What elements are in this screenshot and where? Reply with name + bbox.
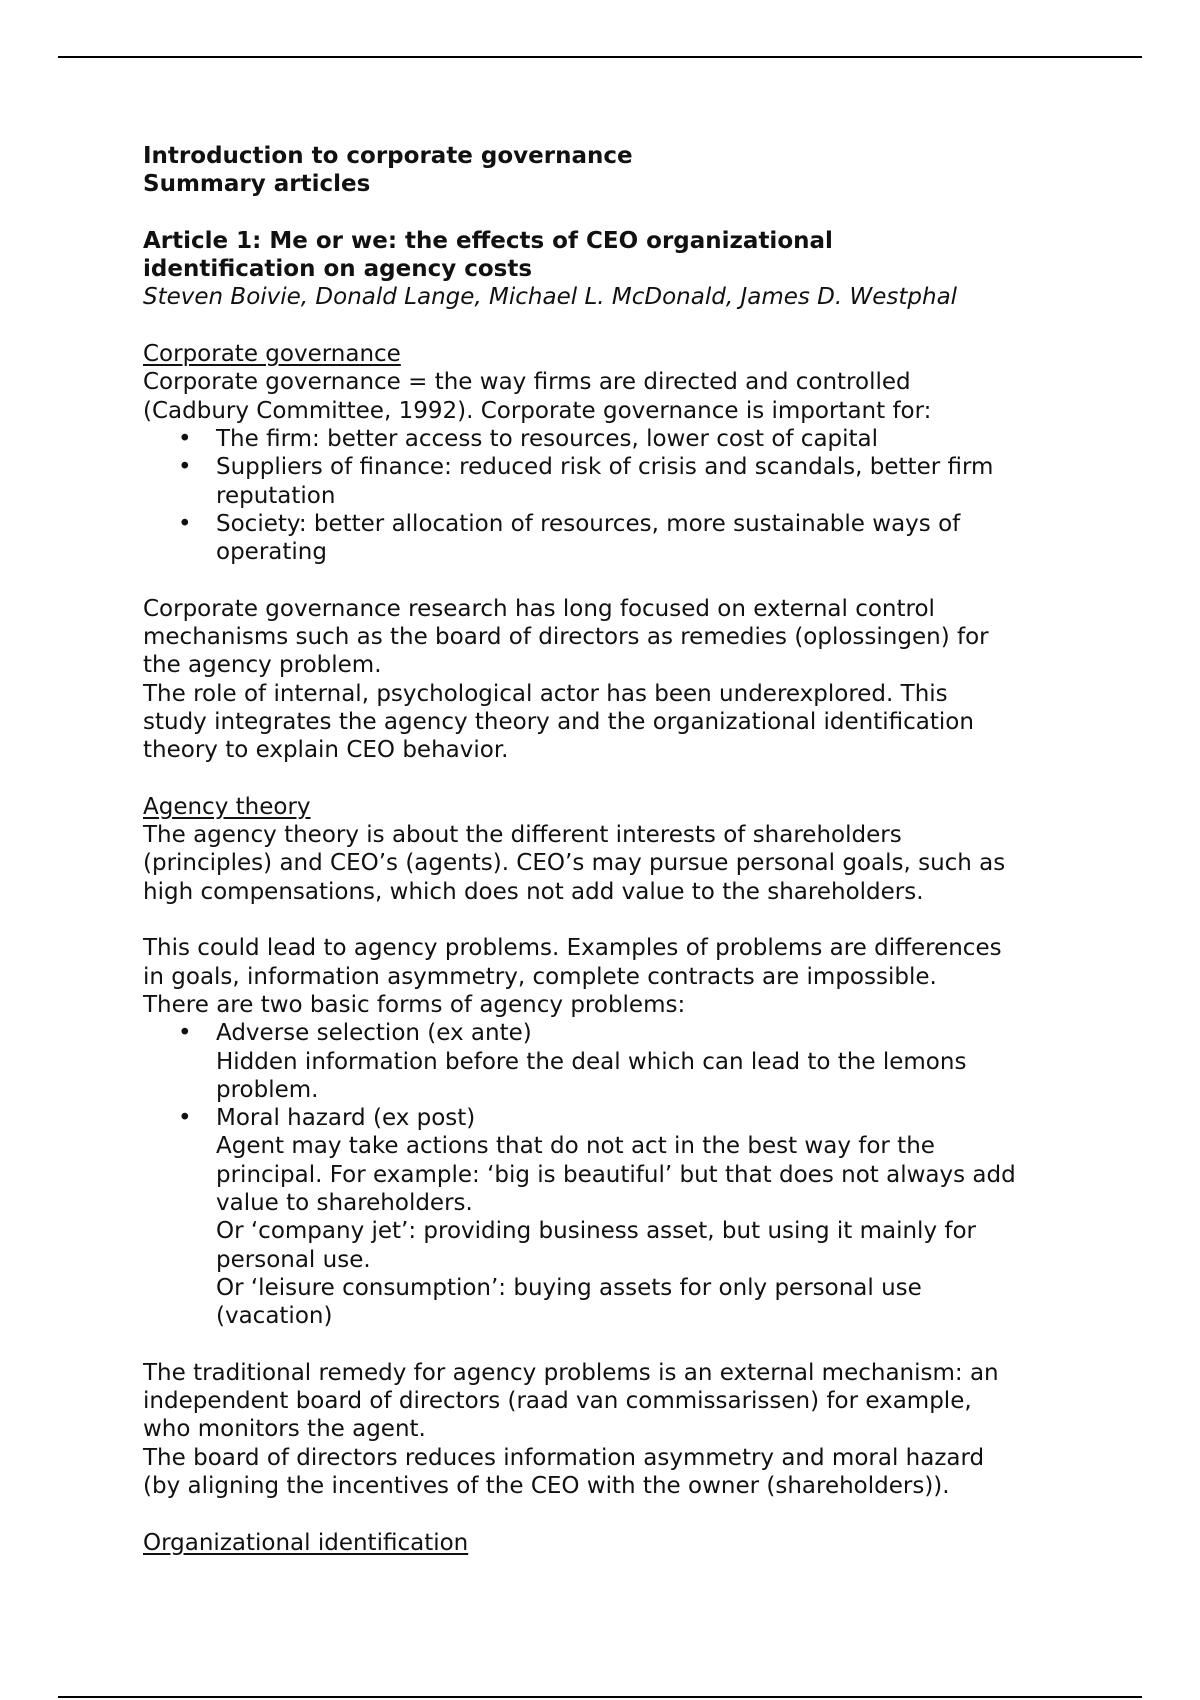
section-heading-agency-theory: Agency theory: [143, 793, 311, 820]
paragraph-line: Corporate governance = the way firms are directed and controlled: [143, 369, 911, 396]
paragraph-line: The traditional remedy for agency problems is an external mechanism: an: [143, 1359, 999, 1386]
paragraph-line: Corporate governance research has long focused on external control: [143, 595, 935, 622]
article-title-line: identification on agency costs: [143, 256, 533, 283]
list-item-text: value to shareholders.: [216, 1189, 473, 1216]
bullet-icon: •: [178, 1020, 192, 1047]
list-item-text: The firm: better access to resources, lower cost of capital: [216, 425, 879, 452]
article-authors: Steven Boivie, Donald Lange, Michael L. McDonald, James D. Westphal: [143, 284, 958, 311]
spacer: [143, 1330, 1083, 1358]
bullet-icon: •: [178, 425, 192, 452]
paragraph-line: There are two basic forms of agency problems:: [143, 991, 686, 1018]
paragraph-line: in goals, information asymmetry, complete contracts are impossible.: [143, 963, 937, 990]
list-item-text: Suppliers of finance: reduced risk of crisis and scandals, better firm: [216, 454, 994, 481]
article-title: [143, 227, 1083, 284]
spacer: [143, 312, 1083, 340]
header-rule: [58, 56, 1142, 58]
article-title-line: Article 1: Me or we: the effects of CEO organizational: [143, 227, 833, 254]
list-item-text: Agent may take actions that do not act in the best way for the: [216, 1133, 935, 1160]
paragraph-line: (by aligning the incentives of the CEO with the owner (shareholders)).: [143, 1472, 950, 1499]
paragraph-line: the agency problem.: [143, 652, 382, 679]
paragraph-line: (Cadbury Committee, 1992). Corporate governance is important for:: [143, 397, 932, 424]
document-title: [143, 142, 1083, 199]
bullet-list: [143, 425, 1083, 566]
paragraph-line: who monitors the agent.: [143, 1416, 426, 1443]
list-item-text: Society: better allocation of resources, more sustainable ways of: [216, 510, 961, 537]
paragraph-line: The agency theory is about the different interests of shareholders: [143, 822, 902, 849]
list-item-text: Or ‘company jet’: providing business asset, but using it mainly for: [216, 1218, 976, 1245]
subtitle-line: Summary articles: [143, 171, 371, 198]
list-item: [143, 425, 1083, 453]
section-heading-organizational-identification: Organizational identification: [143, 1529, 469, 1556]
spacer: [143, 1500, 1083, 1528]
bullet-icon: •: [178, 510, 192, 537]
list-item-text: Hidden information before the deal which can lead to the lemons: [216, 1048, 967, 1075]
list-item: [143, 1019, 1083, 1104]
bullet-list: [143, 1019, 1083, 1330]
list-item: [143, 1104, 1083, 1330]
list-item-text: principal. For example: ‘big is beautiful’ but that does not always add: [216, 1161, 1016, 1188]
list-item-text: Or ‘leisure consumption’: buying assets for only personal use: [216, 1274, 922, 1301]
paragraph-line: The role of internal, psychological actor has been underexplored. This: [143, 680, 948, 707]
paragraph-line: mechanisms such as the board of directors as remedies (oplossingen) for: [143, 624, 989, 651]
spacer: [143, 199, 1083, 227]
spacer: [143, 566, 1083, 594]
list-item: [143, 510, 1083, 567]
footer-rule: [58, 1696, 1142, 1698]
list-item: [143, 453, 1083, 510]
list-item-text: operating: [216, 539, 327, 566]
list-item-text: personal use.: [216, 1246, 371, 1273]
list-item-text: problem.: [216, 1076, 319, 1103]
document-body: [143, 142, 1083, 1557]
paragraph-line: The board of directors reduces information asymmetry and moral hazard: [143, 1444, 985, 1471]
list-item-text: (vacation): [216, 1303, 333, 1330]
paragraph-line: independent board of directors (raad van commissarissen) for example,: [143, 1388, 972, 1415]
bullet-icon: •: [178, 454, 192, 481]
section-heading-corporate-governance: Corporate governance: [143, 341, 401, 368]
paragraph-line: study integrates the agency theory and the organizational identification: [143, 708, 974, 735]
paragraph-line: (principles) and CEO’s (agents). CEO’s may pursue personal goals, such as: [143, 850, 1006, 877]
spacer: [143, 906, 1083, 934]
bullet-icon: •: [178, 1105, 192, 1132]
list-item-text: reputation: [216, 482, 336, 509]
list-item-text: Adverse selection (ex ante): [216, 1020, 532, 1047]
paragraph-line: high compensations, which does not add value to the shareholders.: [143, 878, 924, 905]
list-item-text: Moral hazard (ex post): [216, 1105, 476, 1132]
title-line: Introduction to corporate governance: [143, 143, 633, 169]
paragraph-line: This could lead to agency problems. Examples of problems are differences: [143, 935, 1002, 962]
paragraph-line: theory to explain CEO behavior.: [143, 737, 509, 764]
spacer: [143, 765, 1083, 793]
